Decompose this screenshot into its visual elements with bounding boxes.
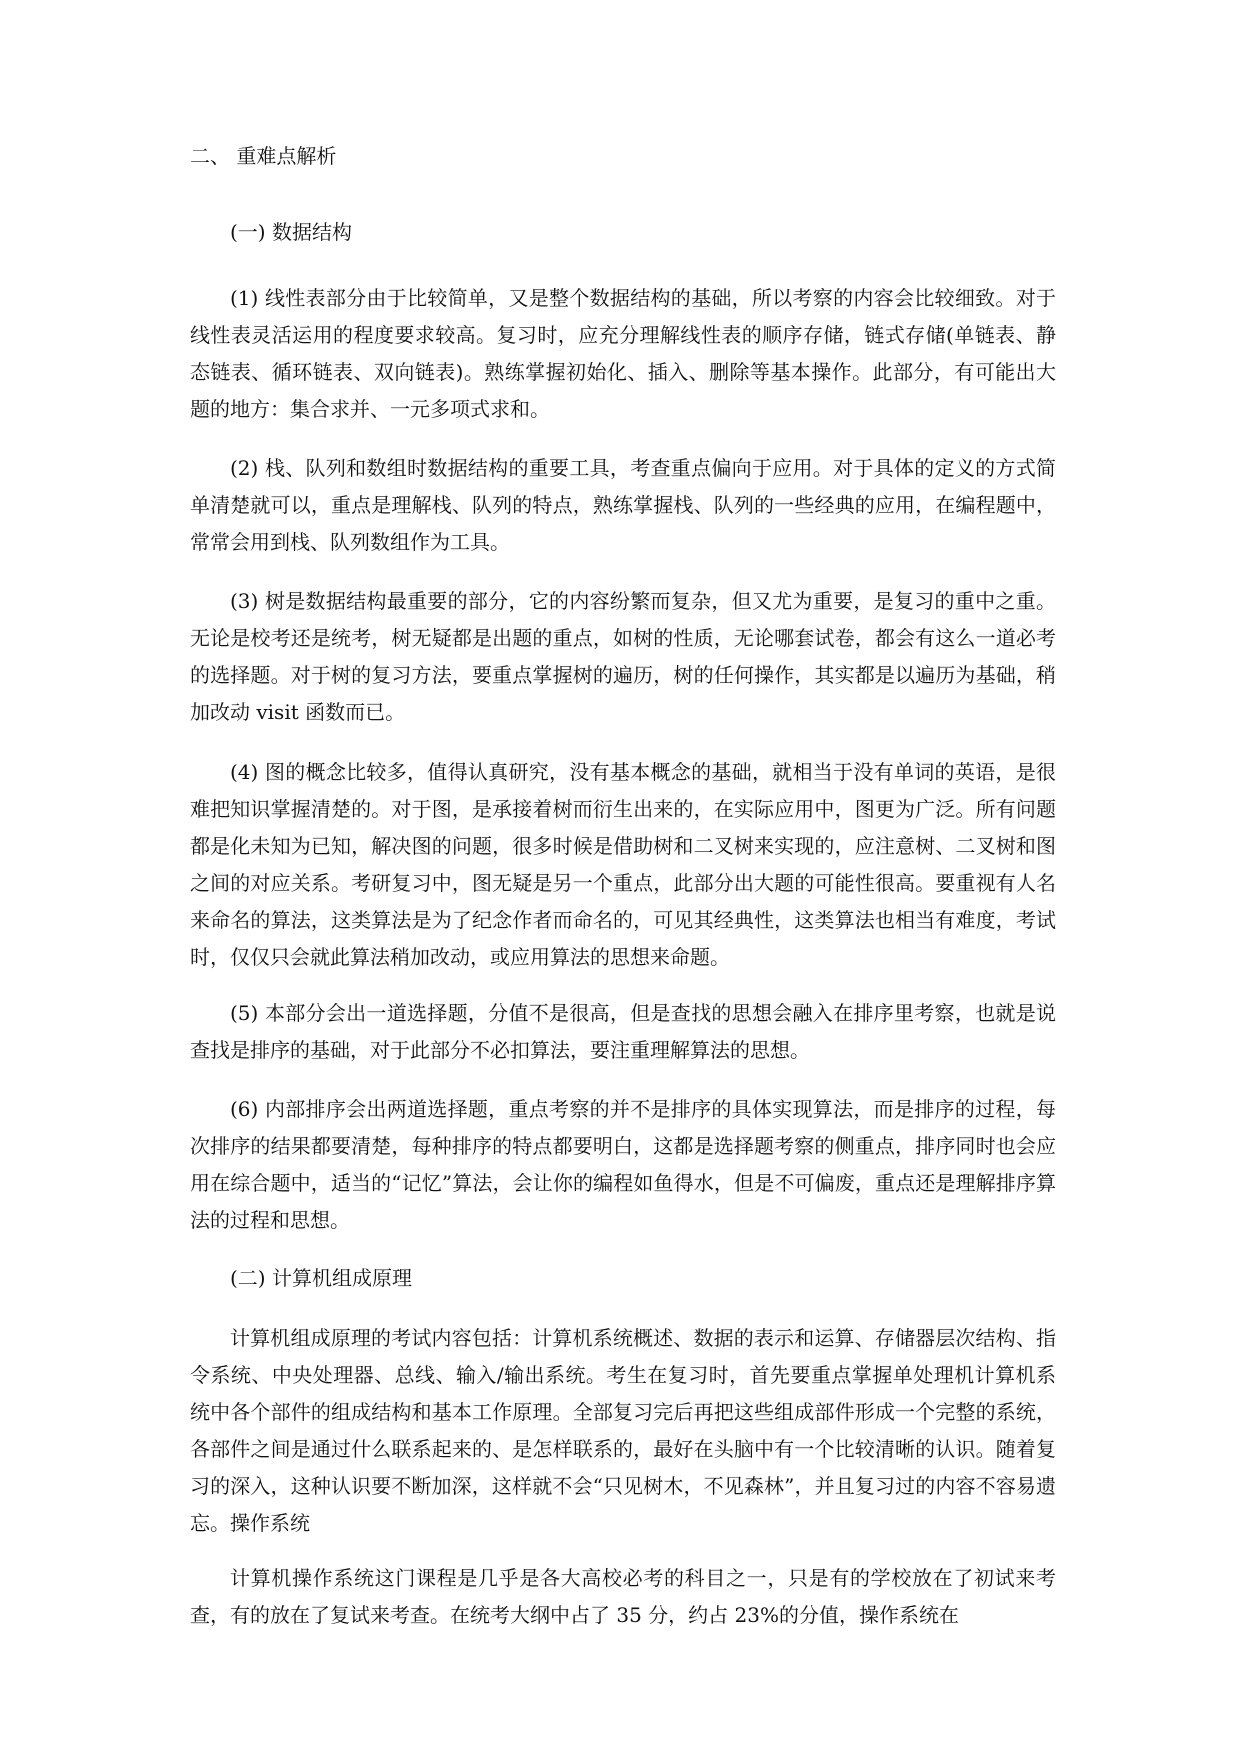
paragraph-graph: (4) 图的概念比较多，值得认真研究，没有基本概念的基础，就相当于没有单词的英语，是很难把知识掌握清楚的。对于图，是承接着树而衍生出来的，在实际应用中，图更为广泛。所有问题都是化未知为已知，解决图的问题，很多时候是借助树和二叉树来实现的，应注意树、二叉树和图之间的对应关系。考研复习中，图无疑是另一个重点，此部分出大题的可能性很高。要重视有人名来命名的算法，这类算法是为了纪念作者而命名的，可见其经典性，这类算法也相当有难度，考试时，仅仅只会就此算法稍加改动，或应用算法的思想来命题。 <box>190 760 1056 969</box>
paragraph-internal-sort: (6) 内部排序会出两道选择题，重点考察的并不是排序的具体实现算法，而是排序的过程，每次排序的结果都要清楚，每种排序的特点都要明白，这都是选择题考察的侧重点，排序同时也会应用在综合题中，适当的“记忆”算法，会让你的编程如鱼得水，但是不可偏废，重点还是理解排序算法的过程和思想。 <box>190 1097 1056 1232</box>
section-heading: 二、 重难点解析 <box>190 144 337 168</box>
paragraph-tree: (3) 树是数据结构最重要的部分，它的内容纷繁而复杂，但又尤为重要，是复习的重中之重。无论是校考还是统考，树无疑都是出题的重点，如树的性质，无论哪套试卷，都会有这么一道必考的选择题。对于树的复习方法，要重点掌握树的遍历，树的任何操作，其实都是以遍历为基础，稍加改动 visit 函数而已。 <box>190 589 1056 724</box>
subsection-heading-data-structures: (一) 数据结构 <box>230 220 352 244</box>
paragraph-stack-queue: (2) 栈、队列和数组时数据结构的重要工具，考查重点偏向于应用。对于具体的定义的方式简单清楚就可以，重点是理解栈、队列的特点，熟练掌握栈、队列的一些经典的应用，在编程题中，常常会用到栈、队列数组作为工具。 <box>190 456 1056 554</box>
paragraph-linear-list: (1) 线性表部分由于比较简单，又是整个数据结构的基础，所以考察的内容会比较细致。对于线性表灵活运用的程度要求较高。复习时，应充分理解线性表的顺序存储，链式存储(单链表、静态链表、循环链表、双向链表)。熟练掌握初始化、插入、删除等基本操作。此部分，有可能出大题的地方：集合求并、一元多项式求和。 <box>190 286 1056 421</box>
paragraph-computer-organization: 计算机组成原理的考试内容包括：计算机系统概述、数据的表示和运算、存储器层次结构、指令系统、中央处理器、总线、输入/输出系统。考生在复习时，首先要重点掌握单处理机计算机系统中各个部件的组成结构和基本工作原理。全部复习完后再把这些组成部件形成一个完整的系统，各部件之间是通过什么联系起来的、是怎样联系的，最好在头脑中有一个比较清晰的认识。随着复习的深入，这种认识要不断加深，这样就不会“只见树木，不见森林”，并且复习过的内容不容易遗忘。操作系统 <box>190 1326 1056 1535</box>
paragraph-search: (5) 本部分会出一道选择题，分值不是很高，但是查找的思想会融入在排序里考察，也就是说查找是排序的基础，对于此部分不必扣算法，要注重理解算法的思想。 <box>190 1001 1056 1062</box>
subsection-heading-computer-organization: (二) 计算机组成原理 <box>230 1266 412 1290</box>
paragraph-operating-system: 计算机操作系统这门课程是几乎是各大高校必考的科目之一，只是有的学校放在了初试来考查，有的放在了复试来考查。在统考大纲中占了 35 分，约占 23%的分值，操作系统在 <box>190 1566 1056 1627</box>
